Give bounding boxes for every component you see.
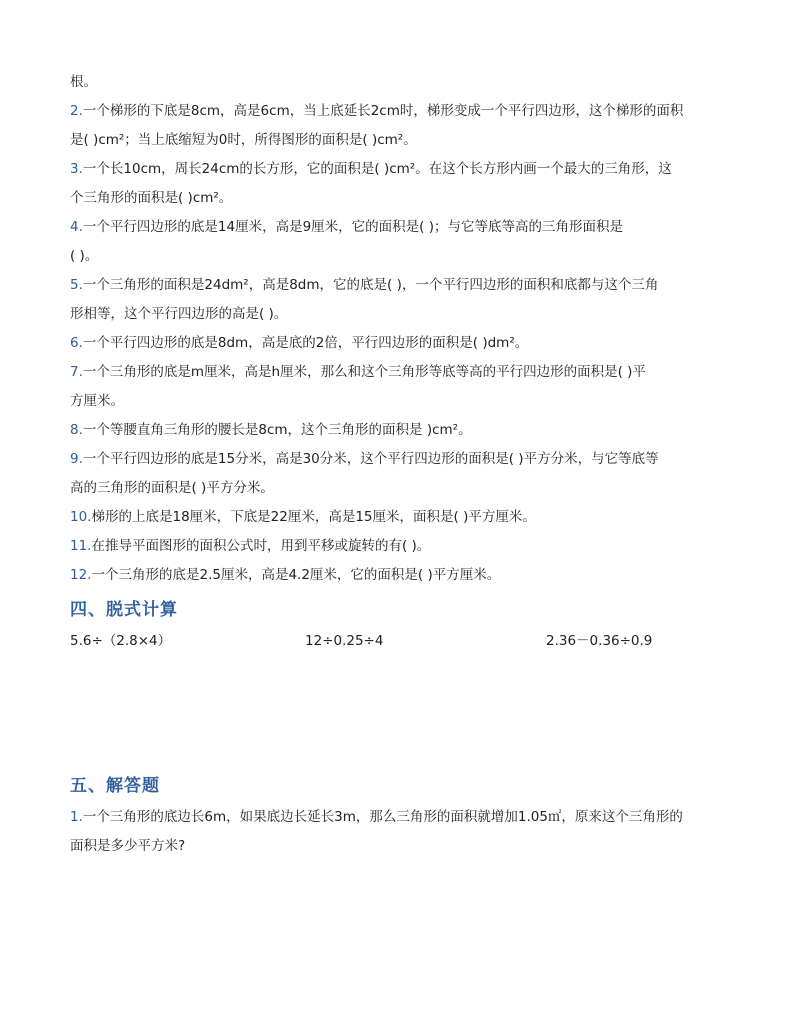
question-8-line-1 [70,421,730,439]
problem-1-line-1 [70,808,730,826]
continued-text: 根。 [70,74,97,90]
question-5-line-1 [70,276,730,294]
question-number: 1. [70,809,83,825]
question-9-line-2: 高的三角形的面积是( )平方分米。 [70,480,274,496]
question-4-line-1 [70,218,730,236]
question-number: 8. [70,422,83,438]
question-7-line-1 [70,363,730,381]
question-number: 2. [70,103,83,119]
question-text: 一个平行四边形的底是8dm，高是底的2倍，平行四边形的面积是( )dm²。 [82,335,529,351]
question-number: 5. [70,277,83,293]
calc-expression-1: 5.6÷（2.8×4） [70,633,172,649]
problem-1-line-2: 面积是多少平方米? [70,838,186,854]
calc-expression-2: 12÷0.25÷4 [305,633,384,649]
question-11-line-1 [70,537,730,555]
question-number: 12. [70,567,92,583]
question-3-line-1 [70,160,730,178]
question-4-line-2: ( )。 [70,248,99,264]
question-text: 一个等腰直角三角形的腰长是8cm，这个三角形的面积是 )cm²。 [82,422,472,438]
question-text: 一个平行四边形的底是15分米，高是30分米，这个平行四边形的面积是( )平方分米，与它等底等 [82,451,659,467]
question-10-line-1 [70,508,730,526]
question-text: 一个三角形的面积是24dm²，高是8dm，它的底是( )，一个平行四边形的面积和底都与这个三角 [82,277,659,293]
question-text: 一个三角形的底边长6m，如果底边长延长3m，那么三角形的面积就增加1.05㎡，原来这个三角形的 [82,809,683,825]
question-text: 一个长10cm，周长24cm的长方形，它的面积是( )cm²。在这个长方形内画一个最大的三角形，这 [82,161,672,177]
question-text: 一个梯形的下底是8cm，高是6cm，当上底延长2cm时，梯形变成一个平行四边形，这个梯形的面积 [82,103,684,119]
calc-expression-3: 2.36－0.36÷0.9 [546,633,653,649]
question-number: 7. [70,364,83,380]
question-number: 10. [70,509,92,525]
section-5-heading: 五、解答题 [70,776,160,796]
question-text: 一个平行四边形的底是14厘米，高是9厘米，它的面积是( )；与它等底等高的三角形面积是 [82,219,623,235]
question-7-line-2: 方厘米。 [70,393,124,409]
question-number: 11. [70,538,92,554]
question-text: 一个三角形的底是m厘米，高是h厘米，那么和这个三角形等底等高的平行四边形的面积是( )平 [82,364,646,380]
question-text: 梯形的上底是18厘米，下底是22厘米，高是15厘米，面积是( )平方厘米。 [91,509,536,525]
question-9-line-1 [70,450,730,468]
question-text: 一个三角形的底是2.5厘米，高是4.2厘米，它的面积是( )平方厘米。 [91,567,501,583]
question-number: 3. [70,161,83,177]
question-2-line-2: 是( )cm²；当上底缩短为0时，所得图形的面积是( )cm²。 [70,132,417,148]
section-4-heading: 四、脱式计算 [70,600,178,620]
question-number: 6. [70,335,83,351]
question-12-line-1 [70,566,730,584]
question-3-line-2: 个三角形的面积是( )cm²。 [70,190,233,206]
question-text: 在推导平面图形的面积公式时，用到平移或旋转的有( )。 [91,538,431,554]
question-number: 9. [70,451,83,467]
question-5-line-2: 形相等，这个平行四边形的高是( )。 [70,306,288,322]
question-6-line-1 [70,334,730,352]
question-2-line-1 [70,102,730,120]
question-number: 4. [70,219,83,235]
